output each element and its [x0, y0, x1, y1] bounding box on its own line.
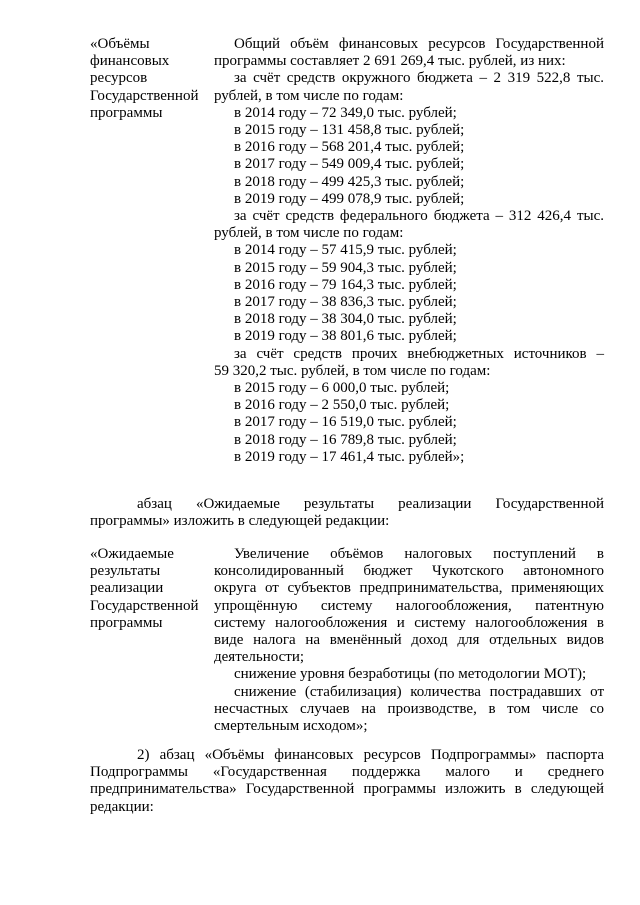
text-line: абзац «Ожидаемые результаты реализации Государственной [137, 496, 604, 512]
label-line: финансовых [90, 53, 170, 70]
financing-volume-label [90, 36, 214, 466]
text-line: виде налога на вменённый доход для отдельных видов [214, 632, 604, 649]
text-line: в 2019 году – 499 078,9 тыс. рублей; [234, 190, 465, 207]
expected-results-instruction [90, 496, 604, 530]
text-line: снижение (стабилизация) количества пострадавших от [234, 683, 604, 700]
label-line: программы [90, 614, 163, 631]
text-line: Подпрограммы «Государственная поддержка малого и среднего [90, 764, 604, 781]
label-line: реализации [90, 580, 164, 597]
label-line: ресурсов [90, 70, 148, 87]
text-line: в 2014 году – 57 415,9 тыс. рублей; [234, 242, 457, 259]
text-line: округа от субъектов предпринимательства, применяющих [214, 580, 604, 597]
text-line: программы составляет 2 691 269,4 тыс. рублей, из них: [214, 53, 566, 70]
text-line: в 2019 году – 17 461,4 тыс. рублей»; [234, 448, 465, 465]
text-line: за счёт средств прочих внебюджетных источников – [234, 345, 604, 362]
text-line: в 2015 году – 59 904,3 тыс. рублей; [234, 259, 457, 276]
text-line: упрощённую систему налогообложения, патентную [214, 597, 604, 614]
text-line: снижение уровня безработицы (по методологии МОТ); [234, 666, 587, 683]
expected-results-label [90, 546, 214, 735]
text-line: рублей, в том числе по годам: [214, 225, 404, 242]
text-line: Увеличение объёмов налоговых поступлений в [234, 546, 604, 562]
text-line: 59 320,2 тыс. рублей, в том числе по годам: [214, 362, 491, 379]
label-line: результаты [90, 563, 161, 580]
text-line: в 2017 году – 549 009,4 тыс. рублей; [234, 156, 465, 173]
text-line: в 2018 году – 38 304,0 тыс. рублей; [234, 311, 457, 328]
label-line: «Объёмы [90, 36, 150, 52]
text-line: в 2016 году – 79 164,3 тыс. рублей; [234, 276, 457, 293]
text-line: систему налогообложения и систему налогообложения в [214, 614, 604, 631]
label-line: программы [90, 104, 163, 121]
text-line: рублей, в том числе по годам: [214, 87, 404, 104]
subprogram-amendment-paragraph [90, 747, 604, 816]
text-line: консолидированный бюджет Чукотского автономного [214, 563, 604, 580]
text-line: редакции: [90, 798, 154, 815]
label-line: Государственной [90, 87, 199, 104]
text-line: за счёт средств федерального бюджета – 312 426,4 тыс. [234, 208, 604, 225]
text-line: предпринимательства» Государственной программы изложить в следующей [90, 781, 604, 798]
financing-volume-text [214, 36, 604, 466]
text-line: в 2014 году – 72 349,0 тыс. рублей; [234, 104, 457, 121]
text-line: Общий объём финансовых ресурсов Государственной [234, 36, 604, 52]
text-line: программы» изложить в следующей редакции: [90, 513, 390, 530]
text-line: в 2018 году – 16 789,8 тыс. рублей; [234, 431, 457, 448]
text-line: за счёт средств окружного бюджета – 2 319 522,8 тыс. [234, 70, 604, 87]
text-line: в 2015 году – 6 000,0 тыс. рублей; [234, 380, 450, 397]
text-line: в 2016 году – 2 550,0 тыс. рублей; [234, 397, 450, 414]
text-line: в 2017 году – 38 836,3 тыс. рублей; [234, 294, 457, 311]
text-line: в 2019 году – 38 801,6 тыс. рублей; [234, 328, 457, 345]
text-line: 2) абзац «Объёмы финансовых ресурсов Подпрограммы» паспорта [137, 747, 604, 763]
text-line: деятельности; [214, 649, 305, 666]
financing-volume-block [90, 36, 604, 466]
text-line: в 2018 году – 499 425,3 тыс. рублей; [234, 173, 465, 190]
expected-results-block [90, 546, 604, 735]
text-line: в 2015 году – 131 458,8 тыс. рублей; [234, 122, 465, 139]
text-line: смертельным исходом»; [214, 718, 368, 735]
text-line: в 2016 году – 568 201,4 тыс. рублей; [234, 139, 465, 156]
label-line: Государственной [90, 597, 199, 614]
expected-results-text [214, 546, 604, 735]
label-line: «Ожидаемые [90, 546, 174, 562]
text-line: несчастных случаев на производстве, в том числе со [214, 700, 604, 717]
text-line: в 2017 году – 16 519,0 тыс. рублей; [234, 414, 457, 431]
